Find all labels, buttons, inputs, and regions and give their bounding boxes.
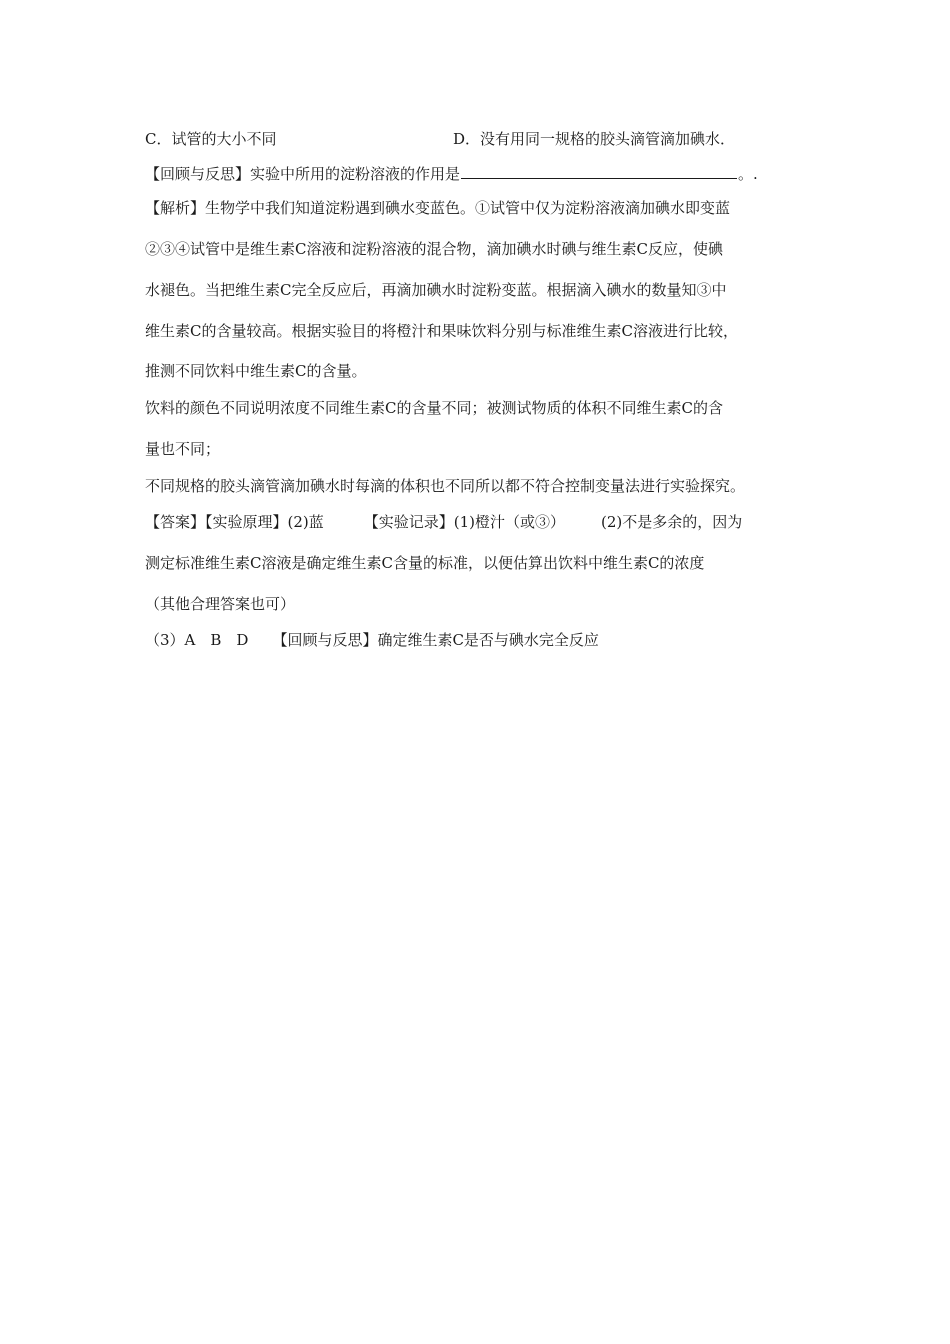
analysis-line: 饮料的颜色不同说明浓度不同维生素C的含量不同；被测试物质的体积不同维生素C的含	[145, 399, 723, 417]
analysis-line: 推测不同饮料中维生素C的含量。	[145, 362, 367, 380]
review-question	[145, 163, 758, 184]
review-label: 【回顾与反思】	[145, 165, 251, 183]
answer-choices: （3）A B D	[145, 631, 249, 649]
answer-line-1	[145, 512, 742, 532]
analysis-line: 水褪色。当把维生素C完全反应后，再滴加碘水时淀粉变蓝。根据滴入碘水的数量知③中	[145, 281, 727, 299]
answer-blank	[461, 163, 737, 179]
answer-line-3: （其他合理答案也可）	[145, 595, 296, 613]
option-c: C．试管的大小不同	[145, 130, 277, 148]
answer-line-2: 测定标准维生素C溶液是确定维生素C含量的标准，以便估算出饮料中维生素C的浓度	[145, 554, 705, 572]
analysis-line: 不同规格的胶头滴管滴加碘水时每滴的体积也不同所以都不符合控制变量法进行实验探究。	[145, 477, 746, 495]
answer-line-4	[145, 630, 599, 650]
analysis-line: 【解析】生物学中我们知道淀粉遇到碘水变蓝色。①试管中仅为淀粉溶液滴加碘水即变蓝	[145, 199, 731, 217]
analysis-line: 量也不同；	[145, 440, 221, 458]
answer-review: 【回顾与反思】确定维生素C是否与碘水完全反应	[272, 631, 599, 649]
review-question-end: 。.	[738, 165, 758, 183]
answer-record: 【实验记录】(1)橙汁（或③）	[363, 513, 565, 531]
answer-principle: 【答案】【实验原理】(2)蓝	[145, 513, 324, 531]
answer-record-2: (2)不是多余的，因为	[601, 513, 743, 531]
analysis-line: 维生素C的含量较高。根据实验目的将橙汁和果味饮料分别与标准维生素C溶液进行比较，	[145, 322, 738, 340]
option-d: D．没有用同一规格的胶头滴管滴加碘水．	[453, 130, 736, 148]
analysis-line: ②③④试管中是维生素C溶液和淀粉溶液的混合物，滴加碘水时碘与维生素C反应，使碘	[145, 240, 723, 258]
review-question-text: 实验中所用的淀粉溶液的作用是	[250, 165, 461, 183]
